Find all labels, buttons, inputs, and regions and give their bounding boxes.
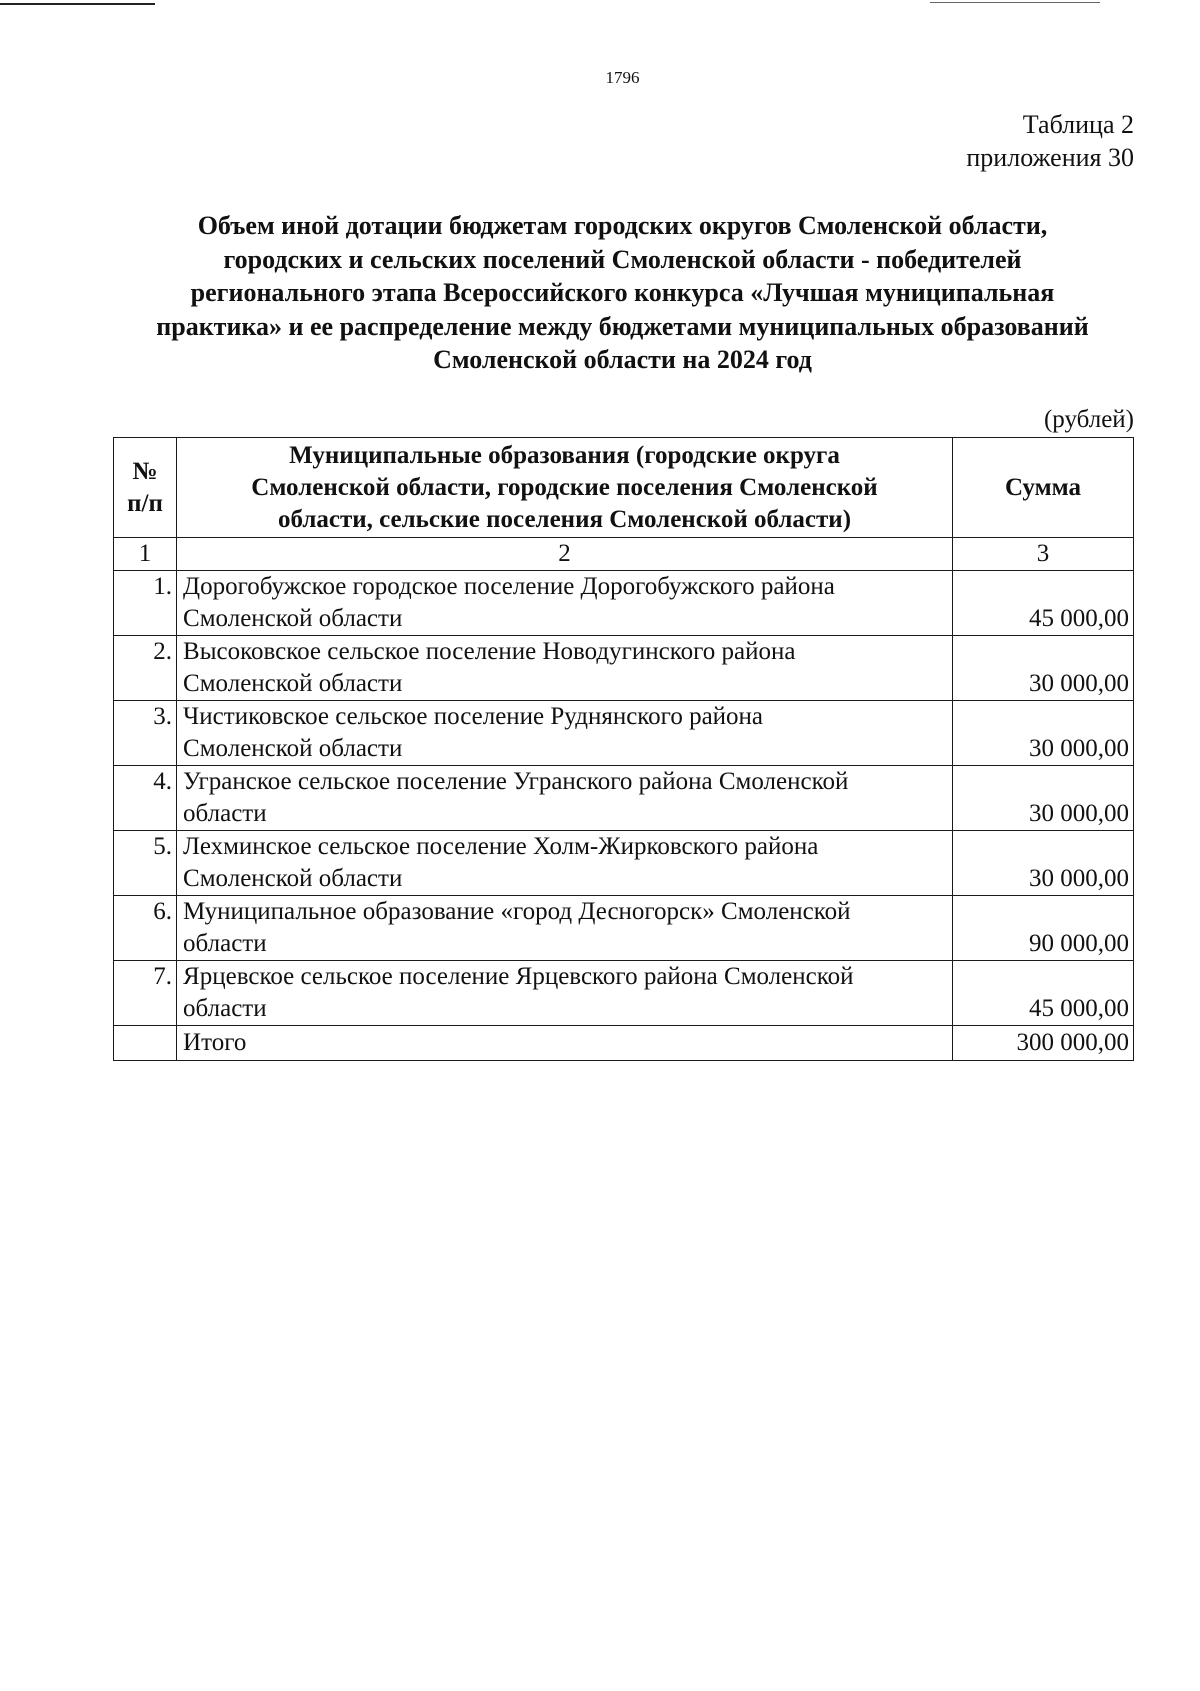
row-municipality-line: Дорогобужское городское поселение Дорогобужского района <box>183 573 835 600</box>
row-municipality-line: Муниципальное образование «город Десногорск» Смоленской <box>183 898 851 925</box>
row-municipality-line: Угранское сельское поселение Угранского района Смоленской <box>183 768 849 795</box>
document-title <box>100 209 1145 377</box>
table-row <box>114 961 1134 1026</box>
row-municipality-line: области <box>183 995 267 1022</box>
row-municipality-line: Чистиковское сельское поселение Руднянского района <box>183 703 764 730</box>
column-index: 2 <box>177 538 953 571</box>
row-municipality <box>177 571 953 636</box>
column-index: 3 <box>952 538 1133 571</box>
row-number: 1. <box>114 571 177 636</box>
grant-distribution-table <box>113 437 1134 1061</box>
row-municipality-line: Высоковское сельское поселение Новодугинского района <box>183 638 796 665</box>
total-row <box>114 1026 1134 1061</box>
row-municipality-line: Смоленской области <box>183 865 403 892</box>
row-municipality <box>177 636 953 701</box>
scan-edge-mark <box>930 2 1100 3</box>
table-reference <box>966 108 1134 174</box>
row-municipality-line: Лехминское сельское поселение Холм-Жирковского района <box>183 833 819 860</box>
header-sum: Сумма <box>952 438 1133 538</box>
page-number: 1796 <box>605 68 640 87</box>
row-municipality <box>177 766 953 831</box>
row-municipality <box>177 701 953 766</box>
table-row <box>114 701 1134 766</box>
row-municipality-line: Смоленской области <box>183 605 403 632</box>
table-row <box>114 766 1134 831</box>
scan-edge-mark <box>0 3 155 5</box>
header-municipality-line: Муниципальные образования (городские округа <box>289 441 840 469</box>
table-row <box>114 896 1134 961</box>
document-title-line: городских и сельских поселений Смоленской области - победителей <box>223 244 1022 274</box>
document-title-line: Объем иной дотации бюджетам городских округов Смоленской области, <box>197 211 1048 240</box>
row-municipality-line: Ярцевское сельское поселение Ярцевского района Смоленской <box>183 963 854 990</box>
row-municipality-line: области <box>183 930 267 957</box>
row-municipality-line: Смоленской области <box>183 670 403 697</box>
total-label: Итого <box>177 1026 953 1061</box>
table-header-row <box>114 438 1134 538</box>
total-number-empty <box>114 1026 177 1061</box>
total-sum: 300 000,00 <box>952 1026 1133 1061</box>
header-municipality-line: области, сельские поселения Смоленской области) <box>277 505 852 533</box>
row-number: 7. <box>114 961 177 1026</box>
header-number-line1: № <box>132 457 158 485</box>
header-number <box>114 438 177 538</box>
table-row <box>114 636 1134 701</box>
row-number: 6. <box>114 896 177 961</box>
document-title-line: практика» и ее распределение между бюджетами муниципальных образований <box>156 311 1089 341</box>
table-row <box>114 571 1134 636</box>
row-municipality <box>177 831 953 896</box>
row-number: 5. <box>114 831 177 896</box>
row-sum: 30 000,00 <box>952 831 1133 896</box>
row-municipality-line: Смоленской области <box>183 735 403 762</box>
table-row <box>114 831 1134 896</box>
column-index: 1 <box>114 538 177 571</box>
row-sum: 90 000,00 <box>952 896 1133 961</box>
units-label: (рублей) <box>1043 406 1134 433</box>
header-municipality <box>177 438 953 538</box>
header-number-line2: п/п <box>127 489 163 517</box>
row-sum: 30 000,00 <box>952 766 1133 831</box>
row-number: 2. <box>114 636 177 701</box>
row-number: 4. <box>114 766 177 831</box>
header-municipality-line: Смоленской области, городские поселения Смоленской <box>251 473 878 501</box>
row-sum: 30 000,00 <box>952 636 1133 701</box>
row-sum: 45 000,00 <box>952 961 1133 1026</box>
row-sum: 45 000,00 <box>952 571 1133 636</box>
column-index-row <box>114 538 1134 571</box>
row-municipality-line: области <box>183 800 267 827</box>
document-title-line: Смоленской области на 2024 год <box>433 345 812 374</box>
table-reference-line1: Таблица 2 <box>1022 110 1134 139</box>
document-title-line: регионального этапа Всероссийского конкурса «Лучшая муниципальная <box>190 278 1055 307</box>
row-number: 3. <box>114 701 177 766</box>
row-municipality <box>177 961 953 1026</box>
row-municipality <box>177 896 953 961</box>
row-sum: 30 000,00 <box>952 701 1133 766</box>
table-reference-line2: приложения 30 <box>966 143 1134 172</box>
